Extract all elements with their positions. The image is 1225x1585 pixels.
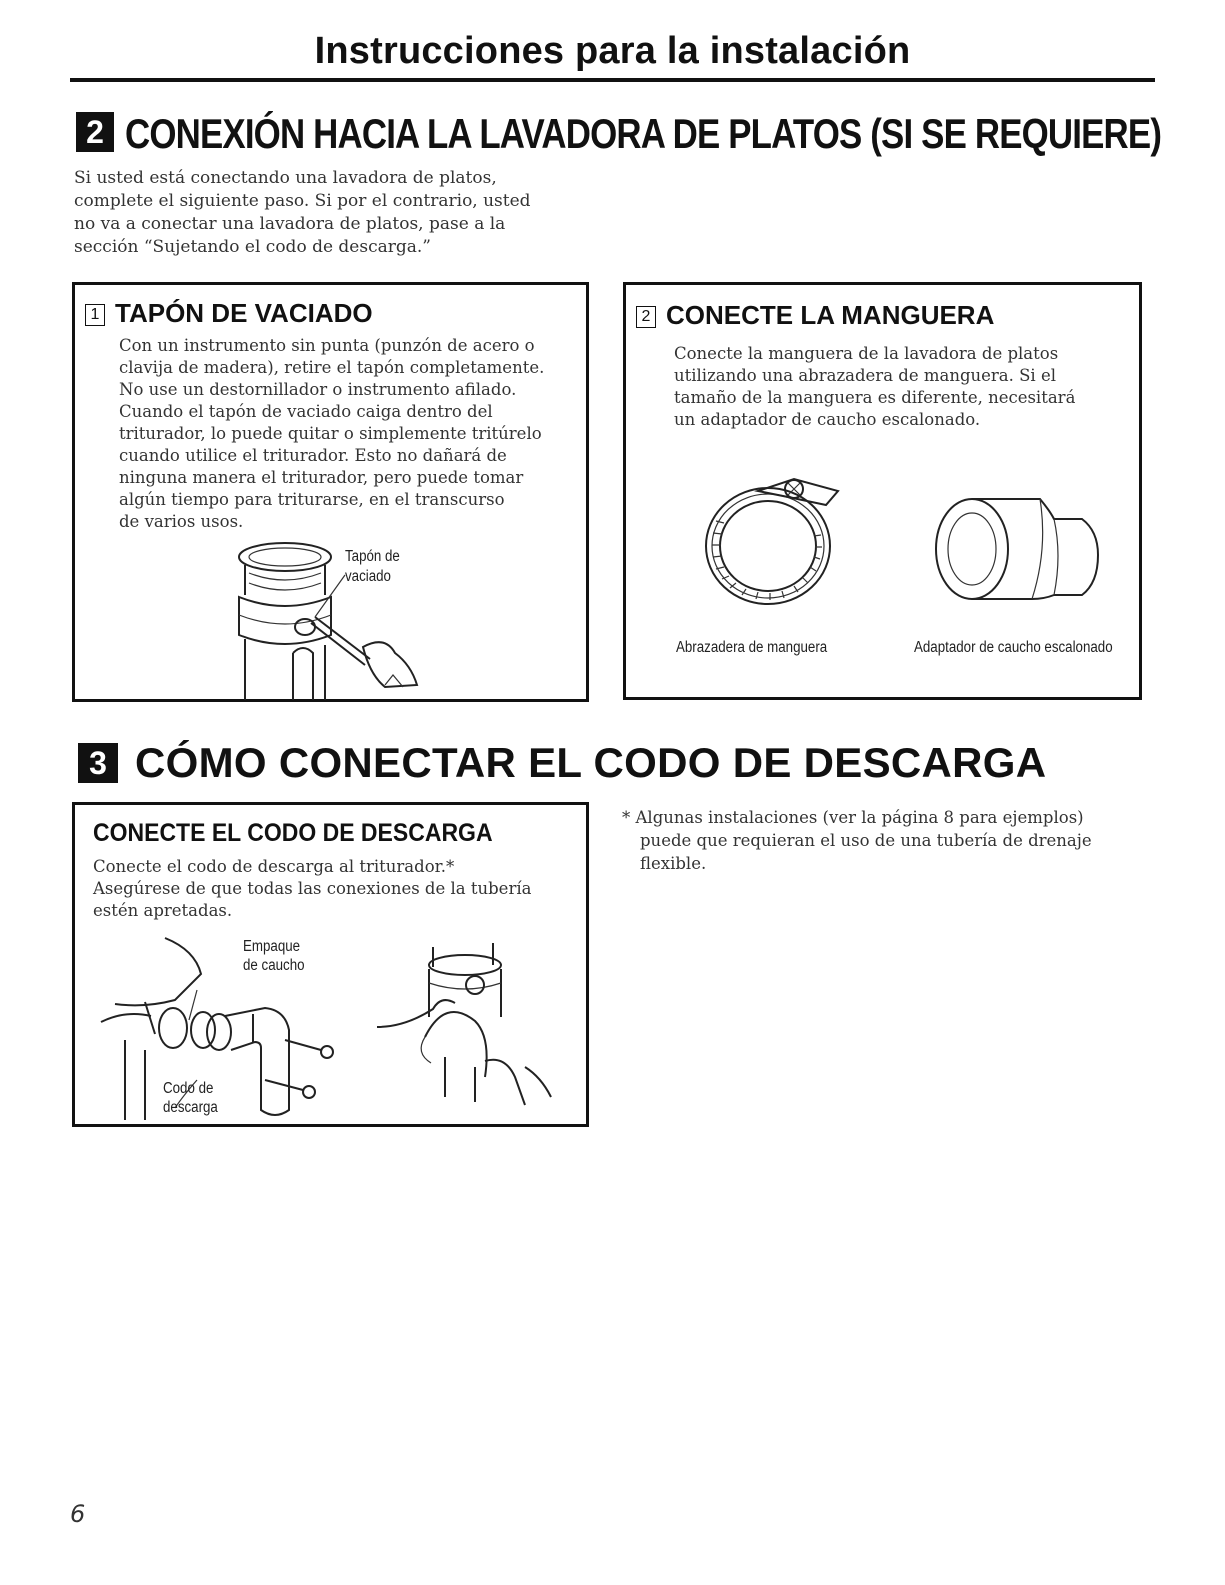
discharge-elbow-text: Conecte el codo de descarga al triturador.* Asegúrese de que todas las conexiones de la tubería estén apretadas. (93, 857, 532, 920)
step-1-number: 1 (85, 304, 105, 326)
rubber-adapter-illustration (932, 491, 1117, 611)
rubber-gasket-label: Empaque de caucho (243, 938, 305, 974)
header-rule (70, 78, 1155, 82)
page-header: Instrucciones para la instalación (314, 30, 911, 72)
discharge-elbow-box (72, 802, 589, 1127)
section-2-intro: Si usted está conectando una lavadora de platos, complete el siguiente paso. Si por el contrario, usted no va a conectar una lavadora de platos, pase a la sección “Sujetando el codo de descarga.” (74, 168, 531, 257)
step-2-text: Conecte la manguera de la lavadora de platos utilizando una abrazadera de manguera. Si el tamaño de la manguera es diferente, necesitará un adaptador de caucho escalonado. (674, 344, 1076, 429)
discharge-elbow-box-title: CONECTE EL CODO DE DESCARGA (93, 819, 493, 847)
section-2-badge: 2 (76, 112, 114, 152)
section-3-badge: 3 (78, 743, 118, 783)
step-2-title: 2 CONECTE LA MANGUERA (636, 300, 994, 331)
hose-clamp-illustration (698, 471, 848, 611)
hand-installing-illustration (375, 937, 575, 1117)
discharge-elbow-label: Codo de descarga (163, 1080, 218, 1116)
footnote: * Algunas instalaciones (ver la página 8 para ejemplos) puede que requieran el uso de una tubería de drenaje flexible. (622, 808, 1092, 873)
hose-clamp-caption: Abrazadera de manguera (676, 639, 828, 656)
page-number: 6 (70, 1500, 86, 1528)
rubber-adapter-caption: Adaptador de caucho escalonado (914, 639, 1113, 656)
step-1-title: 1 TAPÓN DE VACIADO (85, 298, 373, 329)
drain-plug-label: Tapón de vaciado (345, 548, 400, 585)
section-3-title: CÓMO CONECTAR EL CODO DE DESCARGA (135, 739, 1047, 786)
step-2-number: 2 (636, 306, 656, 328)
step-1-text: Con un instrumento sin punta (punzón de acero o clavija de madera), retire el tapón completamente. No use un destornillador o instrumento afilado. Cuando el tapón de vaciado caiga dentro del triturador, lo puede quitar o simplemente tritúrelo cuando utilice el triturador. Esto no dañará de ninguna manera el triturador, pero puede tomar algún tiempo para triturarse, en el transcurso de varios usos. (119, 336, 545, 531)
section-2-title: CONEXIÓN HACIA LA LAVADORA DE PLATOS (SI SE REQUIERE) (125, 110, 1162, 157)
step-1-box (72, 282, 589, 702)
step-2-box (623, 282, 1142, 700)
